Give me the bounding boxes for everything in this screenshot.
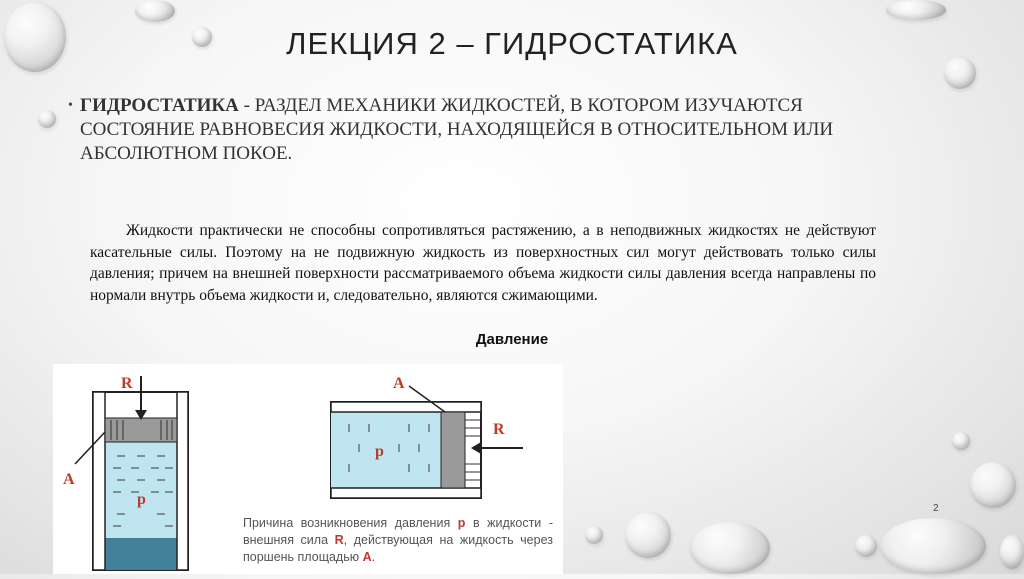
label-p-left: p [137,491,146,508]
figure-caption [243,515,553,566]
page-number: 2 [933,503,939,514]
definition-term: ГИДРОСТАТИКА [80,95,239,116]
definition-text: - РАЗДЕЛ МЕХАНИКИ ЖИДКОСТЕЙ, В КОТОРОМ ИЗУЧАЮТСЯ СОСТОЯНИЕ РАВНОВЕСИЯ ЖИДКОСТИ, НАХОДЯЩЕЙСЯ В ОТНОСИТЕЛЬНОМ ИЛИ АБСОЛЮТНОМ ПОКОЕ. [80,95,834,164]
water-drop-decoration [1000,535,1024,569]
caption-text: , действующая на жидкость через поршень площадью [243,533,553,564]
water-drop-decoration [886,0,946,20]
water-drop-decoration [952,432,970,450]
body-paragraph: Жидкости практически не способны сопротивляться растяжению, а в неподвижных жидкостях не действуют касательные силы. Поэтому на не подвижную жидкость из поверхностных сил могут действовать только силы давления; причем на внешней поверхности рассматриваемого объема жидкости силы давления всегда направлены по нормали внутрь объема жидкости и, следовательно, являются сжимающими. [90,222,876,304]
label-R-right: R [493,421,505,438]
water-drop-decoration [855,535,877,557]
slide-title: ЛЕКЦИЯ 2 – ГИДРОСТАТИКА [286,26,738,61]
liquid-right [331,412,441,488]
water-drop-decoration [970,462,1016,508]
bullet-icon: • [68,98,73,113]
water-drop-decoration [880,518,986,574]
caption-symbol-p: p [457,516,466,530]
water-drop-decoration [690,522,770,574]
label-p-right: p [375,443,384,460]
caption-text: в жидкости - внешняя сила [243,516,553,547]
section-subtitle: Давление [475,331,549,348]
piston-right [441,412,465,488]
water-drop-decoration [625,512,671,558]
label-R-left: R [121,375,133,392]
cylinder-wall-right [177,392,188,570]
liquid-left-dark [93,538,188,570]
definition-bullet [68,94,880,166]
caption-text: . [371,550,376,564]
label-A-left: A [63,471,75,488]
caption-symbol-R: R [334,533,344,547]
water-drop-decoration [585,526,603,544]
caption-text: Причина возникновения давления [243,516,458,530]
caption-symbol-A: A [362,550,372,564]
water-drop-decoration [135,0,175,22]
water-drop-decoration [38,110,56,128]
piston-top [105,418,177,442]
label-A-right: A [393,375,405,392]
cylinder-wall-left [93,392,105,570]
